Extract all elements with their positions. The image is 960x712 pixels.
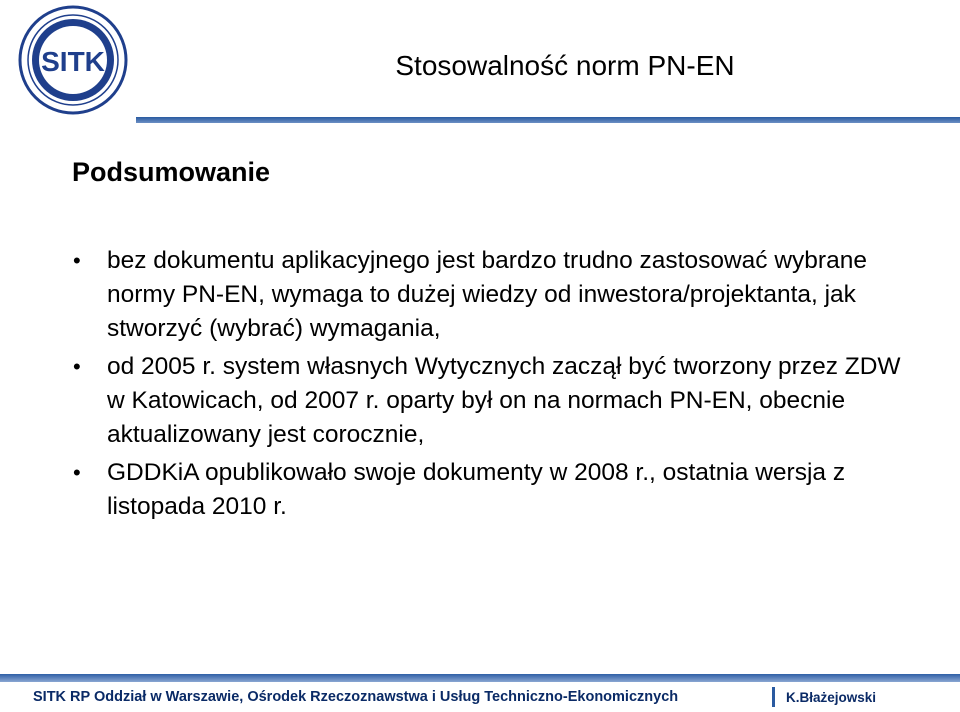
bullet-list [72, 244, 912, 528]
sitk-emblem-icon [14, 4, 132, 116]
footer-author: K.Błażejowski [786, 690, 877, 705]
bullet-text: bez dokumentu aplikacyjnego jest bardzo trudno zastosować wybrane normy PN-EN, wymaga to dużej wiedzy od inwestora/projektanta, jak stworzyć (wybrać) wymagania, [107, 247, 867, 342]
sitk-logo [14, 4, 132, 116]
slide-title: Stosowalność norm PN-EN [395, 50, 735, 81]
logo-lettering: SITK [41, 46, 105, 77]
section-heading: Podsumowanie [72, 157, 271, 187]
bullet-text: GDDKiA opublikowało swoje dokumenty w 2008 r., ostatnia wersja z listopada 2010 r. [107, 459, 846, 520]
bullet-text: od 2005 r. system własnych Wytycznych zaczął być tworzony przez ZDW w Katowicach, od 2007 r. oparty był on na normach PN-EN, obecnie aktualizowany jest corocznie, [107, 353, 901, 448]
bullet-dot-icon: • [73, 460, 81, 485]
bullet-item [72, 456, 912, 524]
footer-bar [0, 674, 960, 682]
footer [0, 674, 960, 712]
header-divider [136, 117, 960, 123]
bullet-dot-icon: • [73, 248, 81, 273]
footer-organization: SITK RP Oddział w Warszawie, Ośrodek Rzeczoznawstwa i Usług Techniczno-Ekonomicznych [33, 689, 679, 705]
bullet-dot-icon: • [73, 354, 81, 379]
bullet-item [72, 350, 912, 452]
bullet-item [72, 244, 912, 346]
footer-separator [772, 687, 775, 707]
